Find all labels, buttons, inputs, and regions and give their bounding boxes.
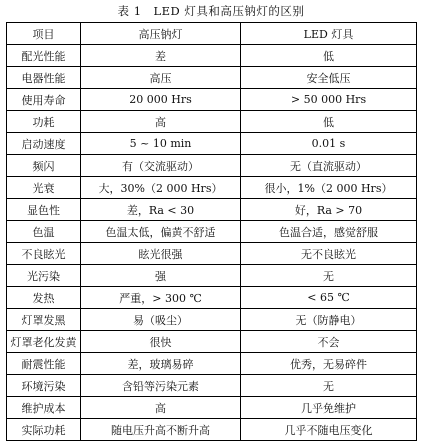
hps-value-cell: 高	[81, 111, 241, 133]
header-led-lamp: LED 灯具	[241, 23, 417, 45]
table-caption: 表 1 LED 灯具和高压钠灯的区别	[117, 4, 305, 18]
table-row	[7, 397, 417, 419]
hps-value-cell: 强	[81, 265, 241, 287]
row-item-cell: 启动速度	[7, 133, 81, 155]
hps-value-cell: 随电压升高不断升高	[81, 419, 241, 441]
row-item-cell: 频闪	[7, 155, 81, 177]
led-value-cell: 好，Ra > 70	[241, 199, 417, 221]
led-value-cell: 无	[241, 265, 417, 287]
table-row	[7, 419, 417, 441]
led-value-cell: > 50 000 Hrs	[241, 89, 417, 111]
led-value-cell: 几乎不随电压变化	[241, 419, 417, 441]
led-value-cell: 无	[241, 375, 417, 397]
comparison-table	[6, 22, 417, 441]
table-header-row	[7, 23, 417, 45]
hps-value-cell: 有（交流驱动）	[81, 155, 241, 177]
led-value-cell: 0.01 s	[241, 133, 417, 155]
table-row	[7, 89, 417, 111]
hps-value-cell: 差，Ra < 30	[81, 199, 241, 221]
table-row	[7, 353, 417, 375]
table-row	[7, 309, 417, 331]
table-row	[7, 375, 417, 397]
hps-value-cell: 高	[81, 397, 241, 419]
table-row	[7, 45, 417, 67]
led-value-cell: 几乎免维护	[241, 397, 417, 419]
row-item-cell: 色温	[7, 221, 81, 243]
led-value-cell: 无（直流驱动）	[241, 155, 417, 177]
row-item-cell: 使用寿命	[7, 89, 81, 111]
row-item-cell: 实际功耗	[7, 419, 81, 441]
hps-value-cell: 含铅等污染元素	[81, 375, 241, 397]
table-row	[7, 155, 417, 177]
row-item-cell: 灯罩老化发黄	[7, 331, 81, 353]
led-value-cell: 很小，1%（2 000 Hrs）	[241, 177, 417, 199]
row-item-cell: 发热	[7, 287, 81, 309]
row-item-cell: 电器性能	[7, 67, 81, 89]
row-item-cell: 光衰	[7, 177, 81, 199]
table-row	[7, 243, 417, 265]
led-value-cell: 无（防静电）	[241, 309, 417, 331]
header-item: 项目	[7, 23, 81, 45]
led-value-cell: 低	[241, 45, 417, 67]
led-value-cell: 不会	[241, 331, 417, 353]
row-item-cell: 耐震性能	[7, 353, 81, 375]
hps-value-cell: 易（吸尘）	[81, 309, 241, 331]
table-row	[7, 221, 417, 243]
row-item-cell: 维护成本	[7, 397, 81, 419]
table-row	[7, 199, 417, 221]
hps-value-cell: 差	[81, 45, 241, 67]
header-hps-lamp: 高压钠灯	[81, 23, 241, 45]
hps-value-cell: 5 ~ 10 min	[81, 133, 241, 155]
row-item-cell: 功耗	[7, 111, 81, 133]
led-value-cell: 色温合适，感觉舒服	[241, 221, 417, 243]
table-row	[7, 177, 417, 199]
led-value-cell: 无不良眩光	[241, 243, 417, 265]
led-value-cell: 安全低压	[241, 67, 417, 89]
hps-value-cell: 色温太低，偏黄不舒适	[81, 221, 241, 243]
row-item-cell: 显色性	[7, 199, 81, 221]
hps-value-cell: 很快	[81, 331, 241, 353]
led-value-cell: 优秀，无易碎件	[241, 353, 417, 375]
hps-value-cell: 20 000 Hrs	[81, 89, 241, 111]
hps-value-cell: 高压	[81, 67, 241, 89]
hps-value-cell: 眩光很强	[81, 243, 241, 265]
table-row	[7, 331, 417, 353]
row-item-cell: 光污染	[7, 265, 81, 287]
row-item-cell: 环境污染	[7, 375, 81, 397]
led-value-cell: < 65 ℃	[241, 287, 417, 309]
table-row	[7, 265, 417, 287]
hps-value-cell: 大，30%（2 000 Hrs）	[81, 177, 241, 199]
table-row	[7, 133, 417, 155]
row-item-cell: 不良眩光	[7, 243, 81, 265]
row-item-cell: 配光性能	[7, 45, 81, 67]
hps-value-cell: 差，玻璃易碎	[81, 353, 241, 375]
table-row	[7, 67, 417, 89]
hps-value-cell: 严重，> 300 ℃	[81, 287, 241, 309]
table-row	[7, 287, 417, 309]
row-item-cell: 灯罩发黑	[7, 309, 81, 331]
table-body	[7, 45, 417, 441]
table-row	[7, 111, 417, 133]
led-value-cell: 低	[241, 111, 417, 133]
